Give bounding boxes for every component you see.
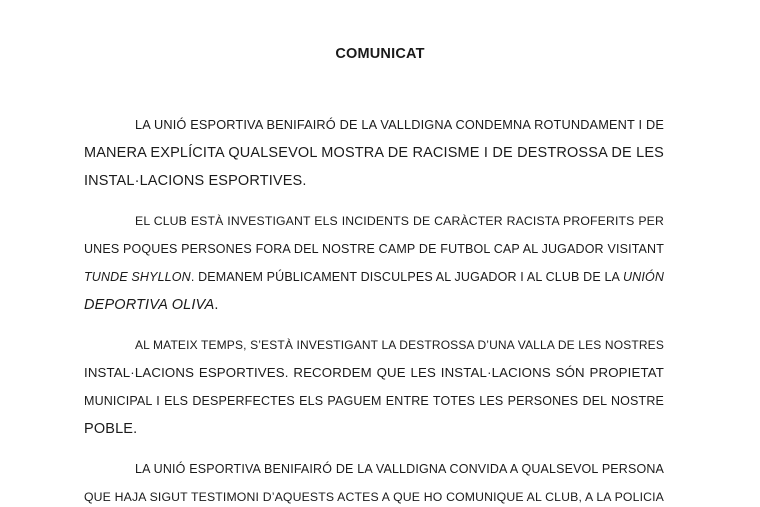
paragraph-3-line-4: POBLE. [84,421,138,437]
club-name-part-1: UNIÓN [622,270,664,284]
paragraph-2-line-1: EL CLUB ESTÀ INVESTIGANT ELS INCIDENTS DE CARÀCTER RACISTA PROFERITS PER [135,214,664,228]
paragraph-2-line-3 [84,268,664,286]
paragraph-1-line-1: LA UNIÓ ESPORTIVA BENIFAIRÓ DE LA VALLDIGNA CONDEMNA ROTUNDAMENT I DE [135,117,664,132]
paragraph-2-line-3-text: . DEMANEM PÚBLICAMENT DISCULPES AL JUGADOR I AL CLUB DE LA [190,270,623,284]
paragraph-4-line-1: LA UNIÓ ESPORTIVA BENIFAIRÓ DE LA VALLDIGNA CONVIDA A QUALSEVOL PERSONA [135,462,664,476]
paragraph-4-line-2: QUE HAJA SIGUT TESTIMONI D’AQUESTS ACTES A QUE HO COMUNIQUE AL CLUB, A LA POLICIA [84,490,664,504]
player-name: TUNDE SHYLLON [84,270,191,284]
club-name-part-2: DEPORTIVA OLIVA [84,297,215,313]
paragraph-2-line-4-text: . [214,297,219,313]
document-title: COMUNICAT [335,46,425,62]
paragraph-1-line-3: INSTAL·LACIONS ESPORTIVES. [84,173,307,189]
paragraph-3-line-3: MUNICIPAL I ELS DESPERFECTES ELS PAGUEM ENTRE TOTES LES PERSONES DEL NOSTRE [84,394,664,408]
paragraph-3-line-1: AL MATEIX TEMPS, S’ESTÀ INVESTIGANT LA DESTROSSA D’UNA VALLA DE LES NOSTRES [135,338,664,352]
paragraph-1-line-2: MANERA EXPLÍCITA QUALSEVOL MOSTRA DE RACISME I DE DESTROSSA DE LES [84,145,664,161]
paragraph-3-line-2: INSTAL·LACIONS ESPORTIVES. RECORDEM QUE LES INSTAL·LACIONS SÓN PROPIETAT [84,365,664,380]
paragraph-2-line-4 [84,296,664,314]
paragraph-2-line-2: UNES POQUES PERSONES FORA DEL NOSTRE CAMP DE FUTBOL CAP AL JUGADOR VISITANT [84,242,664,256]
